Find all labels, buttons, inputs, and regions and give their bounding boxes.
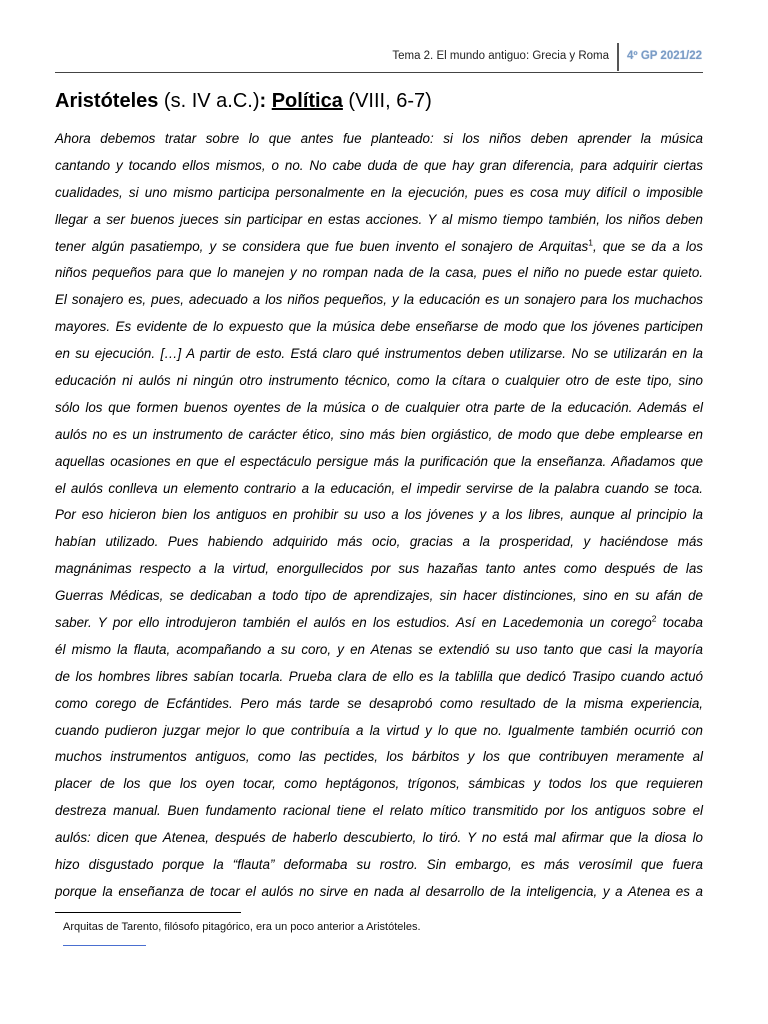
- body-line: llegar a ser buenos jueces sin participar en estas acciones. Y al mismo tiempo también, los niños deben: [55, 211, 703, 227]
- footnote-text: Arquitas de Tarento, filósofo pitagórico, era un poco anterior a Aristóteles.: [63, 921, 421, 933]
- running-header: [392, 42, 702, 72]
- page-title: [55, 88, 432, 114]
- body-line: sólo los que formen buenos oyentes de la música o de cualquier otra parte de la educación. Además el: [55, 399, 703, 415]
- body-line: aulós: dicen que Atenea, después de haberlo descubierto, lo tiró. Y no está mal afirmar que la diosa lo: [55, 830, 703, 846]
- body-line: habían utilizado. Pues habiendo adquirido más ocio, gracias a la prosperidad, y haciéndose más: [55, 534, 703, 550]
- title-reference: (VIII, 6-7): [342, 90, 432, 112]
- header-course: 4º GP 2021/22: [627, 50, 702, 63]
- body-line: como corego de Ecfántides. Pero más tarde se desaprobó como resultado de la misma experiencia,: [55, 695, 703, 711]
- body-line: de los hombres libres sabían tocarla. Prueba clara de ello es la tablilla que dedicó Trasipo cuando actuó: [55, 668, 703, 684]
- body-line: mayores. Es evidente de lo expuesto que la música debe enseñarse de modo que los jóvenes participen: [55, 319, 703, 335]
- body-line: en su ejecución. […] A partir de esto. Está claro qué instrumentos deben utilizarse. No se utilizarán en la: [55, 346, 703, 362]
- body-line: hizo disgustado porque la “flauta” deformaba su rostro. Sin embargo, es más verosímil que fuera: [55, 857, 703, 873]
- body-line: cantando y tocando ellos mismos, o no. No cabe duda de que hay gran diferencia, para adquirir ciertas: [55, 157, 703, 173]
- body-line: educación ni aulós ni ningún otro instrumento técnico, como la cítara o cualquier otro de este tipo, sino: [55, 373, 703, 389]
- body-line: El sonajero es, pues, adecuado a los niños pequeños, y la educación es un sonajero para los muchachos: [55, 292, 703, 308]
- body-line: [55, 234, 703, 261]
- body-line: Ahora debemos tratar sobre lo que antes fue planteado: si los niños deben aprender la música: [55, 131, 703, 146]
- title-author: Aristóteles: [55, 90, 159, 112]
- footnote-link-underline[interactable]: [63, 945, 146, 946]
- body-line: muchos instrumentos antiguos, como las pectides, los bárbitos y los que contribuyen meramente al: [55, 749, 703, 765]
- body-line: aquellas ocasiones en que el espectáculo persigue más la purificación que la enseñanza. Añadamos que: [55, 453, 703, 469]
- body-line-text: tener algún pasatiempo, y se considera que fue buen invento el sonajero de Arquitas: [55, 238, 589, 254]
- body-line: niños pequeños para que lo manejen y no rompan nada de la casa, pues el niño no puede estar quieto.: [55, 265, 703, 281]
- body-line: él mismo la flauta, acompañando a su coro, y en Atenas se extendió su uso tanto que casi la mayoría: [55, 641, 703, 657]
- body-line: Guerras Médicas, se dedicaban a todo tipo de aprendizajes, sin hacer distinciones, sino en su afán de: [55, 588, 703, 604]
- body-line: destreza manual. Buen fundamento racional tiene el relato mítico transmitido por los antiguos sobre el: [55, 803, 703, 819]
- title-colon: :: [259, 90, 272, 112]
- header-topic: Tema 2. El mundo antiguo: Grecia y Roma: [392, 50, 610, 63]
- header-rule: [55, 72, 703, 73]
- footnote-ref-1: 1: [588, 237, 593, 248]
- body-line: Por eso hicieron bien los antiguos en prohibir su uso a los jóvenes y a los libres, aunque al principio la: [55, 507, 703, 523]
- title-period: (s. IV a.C.): [158, 90, 260, 112]
- body-line: placer de los que los oyen tocar, como heptágonos, trígonos, sámbicas y todos los que requieren: [55, 776, 703, 792]
- body-line: cuando pudieron juzgar mejor lo que contribuía a la virtud y lo que no. Igualmente también ocurrió con: [55, 722, 703, 738]
- body-line-tail: tocaba: [656, 615, 703, 631]
- body-line-tail: , que se da a los: [593, 238, 704, 254]
- header-divider: [617, 43, 619, 71]
- body-line: cualidades, si uno mismo participa personalmente en la ejecución, pues es cosa muy difícil o imposible: [55, 184, 703, 200]
- body-line: [55, 610, 703, 637]
- body-text: [55, 126, 703, 906]
- footnote-ref-2: 2: [651, 613, 657, 624]
- body-line: porque la enseñanza de tocar el aulós no sirve en nada al desarrollo de la inteligencia, y a Atenea es a: [55, 883, 703, 899]
- body-line: magnánimas respecto a la virtud, enorgullecidos por sus hazañas tanto antes como después de las: [55, 561, 703, 577]
- title-work: Política: [271, 90, 343, 112]
- body-line: aulós no es un instrumento de carácter ético, sino más bien orgiástico, de modo que debe emplearse en: [55, 426, 703, 442]
- footnote-rule: [55, 912, 241, 913]
- body-line: el aulós conlleva un elemento contrario a la educación, el impedir servirse de la palabra cuando se toca.: [55, 480, 703, 496]
- body-line-text: saber. Y por ello introdujeron también el aulós en los estudios. Así en Lacedemonia un corego: [55, 615, 652, 631]
